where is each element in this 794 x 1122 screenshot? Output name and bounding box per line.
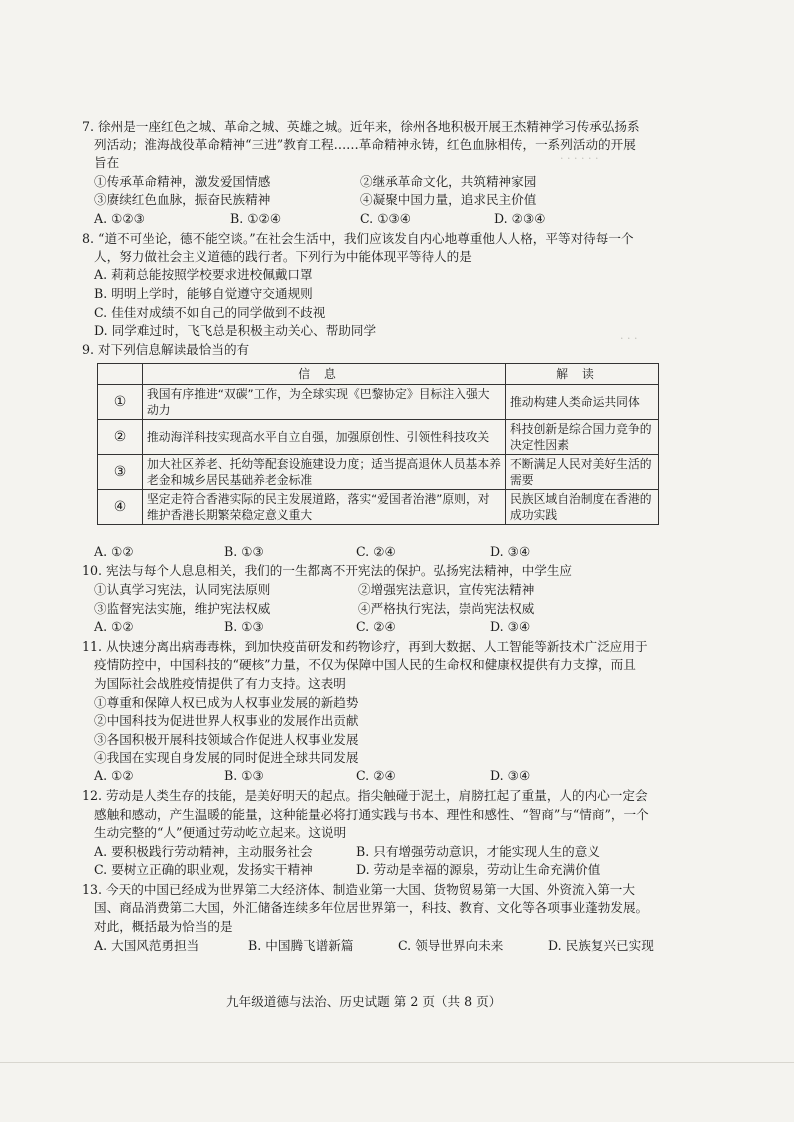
q13-stem: 国、商品消费第二大国，外汇储备连续多年位居世界第一，科技、教育、文化等各项事业蓬勃发展。	[94, 900, 649, 915]
table-row: ① 我国有序推进“双碳”工作，为全球实现《巴黎协定》目标注入强大动力 推动构建人类命运共同体	[98, 385, 659, 420]
option-b[interactable]: B. 中国腾飞谱新篇	[248, 938, 354, 953]
option-d[interactable]: D. 同学难过时，飞飞总是积极主动关心、帮助同学	[94, 323, 377, 338]
bleed-through-text: · · · · · ·	[560, 152, 599, 165]
q11-stem: 11. 从快速分离出病毒毒株，到加快疫苗研发和药物诊疗，再到大数据、人工智能等新技术广泛应用于	[82, 639, 648, 654]
table-header-info: 信息	[143, 364, 506, 385]
q11-statement: ③各国积极开展科技领域合作促进人权事业发展	[94, 732, 359, 747]
q10-statement: ②增强宪法意识，宣传宪法精神	[358, 582, 535, 597]
option-b[interactable]: B. ①③	[224, 544, 264, 559]
option-c[interactable]: C. 领导世界向未来	[398, 938, 504, 953]
q10-statement: ④严格执行宪法，崇尚宪法权威	[358, 601, 535, 616]
table-header-row	[98, 364, 659, 385]
option-b[interactable]: B. 明明上学时，能够自觉遵守交通规则	[94, 286, 313, 301]
q8-stem: 8. “道不可坐论，德不能空谈。”在社会生活中，我们应该发自内心地尊重他人人格，平等对待每一个	[82, 231, 634, 246]
q13-stem: 13. 今天的中国已经成为世界第二大经济体、制造业第一大国、货物贸易第一大国、外资流入第一大	[82, 882, 635, 897]
option-c[interactable]: C. ②④	[356, 619, 396, 634]
q11-statement: ④我国在实现自身发展的同时促进全球共同发展	[94, 750, 359, 765]
q12-stem: 12. 劳动是人类生存的技能，是美好明天的起点。指尖触碰于泥土，肩膀扛起了重量，人的内心一定会	[82, 788, 648, 803]
option-a[interactable]: A. 要积极践行劳动精神，主动服务社会	[94, 844, 313, 859]
table-header-reading: 解读	[506, 364, 659, 385]
option-c[interactable]: C. ②④	[356, 768, 396, 783]
option-c[interactable]: C. 佳佳对成绩不如自己的同学做到不歧视	[94, 305, 326, 320]
q7-stem: 7. 徐州是一座红色之城、革命之城、英雄之城。近年来，徐州各地积极开展王杰精神学习传承弘扬系	[82, 119, 640, 134]
option-c[interactable]: C. ②④	[356, 544, 396, 559]
q7-stem: 旨在	[94, 155, 120, 170]
q12-stem: 感触和感动，产生温暖的能量，这种能量必将打通实践与书本、理性和感性、“智商”与“情商”，一个	[94, 807, 649, 822]
option-a[interactable]: A. ①②	[94, 544, 134, 559]
q7-stem: 列活动；淮海战役革命精神“三进”教育工程……革命精神永铸，红色血脉相传，一系列活动的开展	[94, 137, 636, 152]
option-c[interactable]: C. ①③④	[360, 211, 412, 226]
q10-stem: 10. 宪法与每个人息息相关，我们的一生都离不开宪法的保护。弘扬宪法精神，中学生应	[82, 563, 573, 578]
scan-edge-divider	[0, 1062, 794, 1063]
q11-statement: ②中国科技为促进世界人权事业的发展作出贡献	[94, 713, 359, 728]
q10-statement: ③监督宪法实施，维护宪法权威	[94, 601, 271, 616]
q11-statement: ①尊重和保障人权已成为人权事业发展的新趋势	[94, 695, 359, 710]
option-c[interactable]: C. 要树立正确的职业观，发扬实干精神	[94, 862, 313, 877]
option-a[interactable]: A. 莉莉总能按照学校要求进校佩戴口罩	[94, 267, 313, 282]
bleed-through-text: · · ·	[620, 332, 638, 345]
option-d[interactable]: D. ②③④	[494, 211, 546, 226]
q13-stem: 对此，概括最为恰当的是	[94, 919, 233, 934]
q7-statement: ③赓续红色血脉，振奋民族精神	[94, 192, 271, 207]
q11-stem: 疫情防控中，中国科技的“硬核”力量，不仅为保障中国人民的生命权和健康权提供有力支撑，而且	[94, 657, 636, 672]
q8-stem: 人，努力做社会主义道德的践行者。下列行为中能体现平等待人的是	[94, 249, 472, 264]
option-d[interactable]: D. ③④	[490, 619, 531, 634]
option-b[interactable]: B. ①②④	[230, 211, 282, 226]
table-row: ④ 坚定走符合香港实际的民主发展道路，落实“爱国者治港”原则，对维护香港长期繁荣稳定意义重大 民族区域自治制度在香港的成功实践	[98, 490, 659, 525]
option-d[interactable]: D. 民族复兴已实现	[548, 938, 654, 953]
option-a[interactable]: A. ①②③	[94, 211, 145, 226]
option-b[interactable]: B. ①③	[224, 619, 264, 634]
q10-statement: ①认真学习宪法，认同宪法原则	[94, 582, 271, 597]
q7-statement: ①传承革命精神，激发爱国情感	[94, 174, 271, 189]
option-a[interactable]: A. ①②	[94, 619, 134, 634]
q11-stem: 为国际社会战胜疫情提供了有力支持。这表明	[94, 676, 346, 691]
page-footer: 九年级道德与法治、历史试题 第 2 页（共 8 页）	[226, 994, 502, 1009]
option-d[interactable]: D. 劳动是幸福的源泉，劳动让生命充满价值	[356, 862, 601, 877]
q9-info-table	[97, 363, 659, 525]
option-a[interactable]: A. ①②	[94, 768, 134, 783]
q7-statement: ②继承革命文化，共筑精神家园	[360, 174, 537, 189]
option-a[interactable]: A. 大国风范勇担当	[94, 938, 200, 953]
q12-stem: 生动完整的“人”便通过劳动屹立起来。这说明	[94, 825, 347, 840]
option-b[interactable]: B. ①③	[224, 768, 264, 783]
table-row: ③ 加大社区养老、托幼等配套设施建设力度；适当提高退休人员基本养老金和城乡居民基础养老金标准 不断满足人民对美好生活的需要	[98, 455, 659, 490]
option-b[interactable]: B. 只有增强劳动意识，才能实现人生的意义	[356, 844, 600, 859]
q9-stem: 9. 对下列信息解读最恰当的有	[82, 342, 250, 357]
option-d[interactable]: D. ③④	[490, 544, 531, 559]
option-d[interactable]: D. ③④	[490, 768, 531, 783]
q7-statement: ④凝聚中国力量，追求民主价值	[360, 192, 537, 207]
table-row: ② 推动海洋科技实现高水平自立自强，加强原创性、引领性科技攻关 科技创新是综合国力竞争的决定性因素	[98, 420, 659, 455]
